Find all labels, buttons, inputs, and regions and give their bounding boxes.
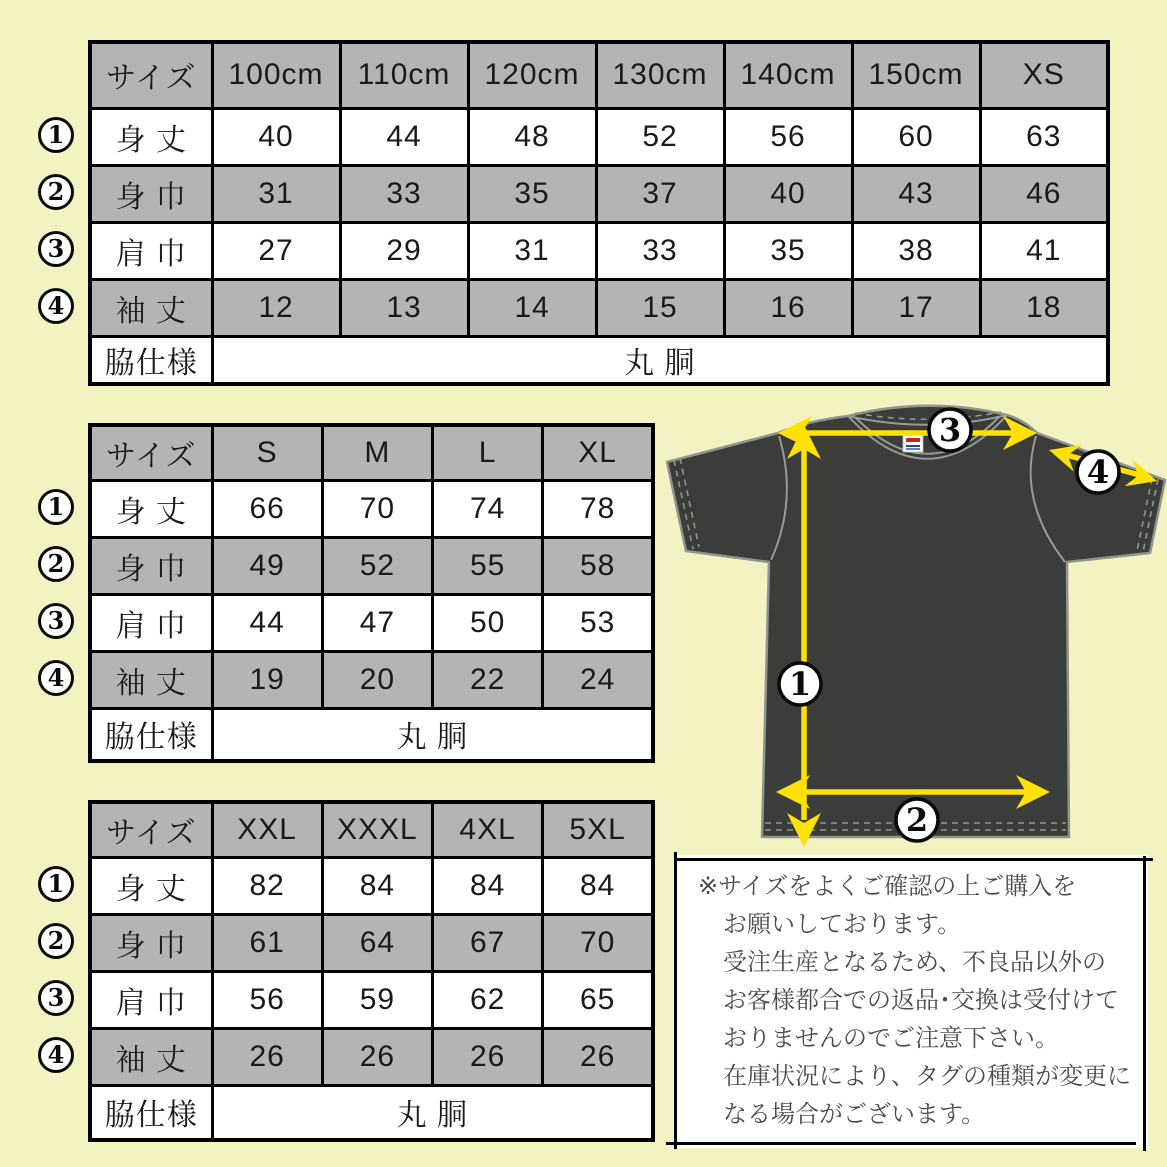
measure-row (90, 651, 653, 708)
measure-value: 37 (596, 165, 724, 222)
measure-value: 84 (433, 857, 543, 914)
measure-value: 66 (212, 480, 322, 537)
measure-value: 18 (980, 279, 1108, 336)
measure-value: 50 (433, 594, 543, 651)
measure-label: 身 丈 (90, 108, 212, 165)
measure-value: 35 (468, 165, 596, 222)
row-marker-1: 1 (38, 866, 74, 902)
measure-value: 40 (724, 165, 852, 222)
note-line-3: 受注生産となるため、不良品以外の (723, 949, 1107, 976)
measure-row (90, 279, 1108, 336)
measure-value: 15 (596, 279, 724, 336)
measure-label: 身 巾 (90, 914, 212, 971)
measure-value: 27 (212, 222, 340, 279)
measure-value: 84 (322, 857, 432, 914)
measure-value: 46 (980, 165, 1108, 222)
measure-value: 35 (724, 222, 852, 279)
note-line-6: 在庫状況により、タグの種類が変更に (723, 1063, 1131, 1090)
purchase-note-box (674, 855, 1148, 1148)
measure-value: 65 (543, 971, 653, 1028)
note-line-2: お願いしております。 (723, 911, 962, 938)
row-marker-1: 1 (38, 489, 74, 525)
size-column-header: L (433, 425, 543, 480)
diagram-marker-body-width: 2 (905, 801, 929, 839)
size-column-header: XS (980, 42, 1108, 108)
row-marker-1: 1 (38, 117, 74, 153)
size-column-header: XL (543, 425, 653, 480)
diagram-marker-shoulder-width: 3 (938, 411, 962, 449)
size-column-header: 4XL (433, 802, 543, 857)
measure-value: 70 (322, 480, 432, 537)
measure-value: 67 (433, 914, 543, 971)
measure-value: 53 (543, 594, 653, 651)
measure-value: 33 (596, 222, 724, 279)
measure-value: 56 (724, 108, 852, 165)
size-header-label: サイズ (90, 42, 212, 108)
measure-value: 78 (543, 480, 653, 537)
measure-value: 62 (433, 971, 543, 1028)
measure-value: 16 (724, 279, 852, 336)
measure-value: 48 (468, 108, 596, 165)
measure-label: 身 巾 (90, 537, 212, 594)
side-spec-label: 脇仕様 (90, 336, 212, 384)
measure-label: 身 巾 (90, 165, 212, 222)
side-spec-value: 丸 胴 (212, 708, 653, 761)
measure-value: 82 (212, 857, 322, 914)
measure-label: 袖 丈 (90, 279, 212, 336)
size-column-header: 130cm (596, 42, 724, 108)
measure-value: 63 (980, 108, 1108, 165)
row-marker-4: 4 (38, 288, 74, 324)
measure-value: 70 (543, 914, 653, 971)
measure-value: 22 (433, 651, 543, 708)
measure-label: 肩 巾 (90, 971, 212, 1028)
size-header-label: サイズ (90, 802, 212, 857)
diagram-marker-body-length: 1 (788, 665, 812, 703)
measure-label: 身 丈 (90, 857, 212, 914)
row-marker-3: 3 (38, 980, 74, 1016)
row-marker-3: 3 (38, 231, 74, 267)
measure-value: 52 (596, 108, 724, 165)
measure-value: 29 (340, 222, 468, 279)
measure-value: 64 (322, 914, 432, 971)
side-spec-label: 脇仕様 (90, 708, 212, 761)
row-marker-3: 3 (38, 603, 74, 639)
measure-value: 40 (212, 108, 340, 165)
measure-value: 44 (212, 594, 322, 651)
measure-value: 59 (322, 971, 432, 1028)
measure-value: 26 (543, 1028, 653, 1085)
measure-label: 身 丈 (90, 480, 212, 537)
size-table-section-kids (47, 40, 1110, 386)
size-column-header: 110cm (340, 42, 468, 108)
size-table-xxl-to-5xl (88, 800, 655, 1142)
measure-value: 31 (468, 222, 596, 279)
size-column-header: 120cm (468, 42, 596, 108)
measure-row (90, 594, 653, 651)
measure-value: 43 (852, 165, 980, 222)
measure-label: 袖 丈 (90, 1028, 212, 1085)
measure-value: 84 (543, 857, 653, 914)
measure-value: 26 (212, 1028, 322, 1085)
note-frame-right (1143, 856, 1146, 1151)
measure-value: 58 (543, 537, 653, 594)
size-column-header: XXXL (322, 802, 432, 857)
measure-value: 19 (212, 651, 322, 708)
size-table-kids-to-xs (88, 40, 1110, 386)
measure-value: 49 (212, 537, 322, 594)
measure-label: 肩 巾 (90, 594, 212, 651)
side-spec-value: 丸 胴 (212, 1085, 653, 1140)
measure-value: 56 (212, 971, 322, 1028)
measure-row (90, 222, 1108, 279)
measure-value: 26 (322, 1028, 432, 1085)
note-line-4: お客様都合での返品･交換は受付けて (723, 987, 1119, 1014)
tshirt-measure-diagram (665, 400, 1167, 860)
measure-row (90, 914, 653, 971)
measure-value: 26 (433, 1028, 543, 1085)
measure-value: 52 (322, 537, 432, 594)
measure-value: 74 (433, 480, 543, 537)
row-marker-4: 4 (38, 660, 74, 696)
measure-row (90, 108, 1108, 165)
measure-label: 肩 巾 (90, 222, 212, 279)
note-line-7: なる場合がございます。 (723, 1101, 986, 1128)
size-column-header: XXL (212, 802, 322, 857)
measure-value: 61 (212, 914, 322, 971)
measure-row (90, 480, 653, 537)
size-column-header: 140cm (724, 42, 852, 108)
measure-value: 55 (433, 537, 543, 594)
measure-value: 14 (468, 279, 596, 336)
measure-value: 24 (543, 651, 653, 708)
measure-value: 17 (852, 279, 980, 336)
size-header-label: サイズ (90, 425, 212, 480)
row-marker-2: 2 (38, 923, 74, 959)
note-line-1: ※サイズをよくご確認の上ご購入を (698, 873, 1077, 900)
measure-value: 33 (340, 165, 468, 222)
side-spec-label: 脇仕様 (90, 1085, 212, 1140)
measure-label: 袖 丈 (90, 651, 212, 708)
measure-row (90, 971, 653, 1028)
measure-row (90, 165, 1108, 222)
note-frame-left (674, 852, 677, 1149)
size-column-header: S (212, 425, 322, 480)
side-spec-value: 丸 胴 (212, 336, 1108, 384)
row-marker-2: 2 (38, 546, 74, 582)
size-column-header: 100cm (212, 42, 340, 108)
measure-row (90, 537, 653, 594)
measure-value: 47 (322, 594, 432, 651)
size-column-header: M (322, 425, 432, 480)
row-marker-2: 2 (38, 174, 74, 210)
size-table-s-to-xl (88, 423, 655, 763)
size-column-header: 150cm (852, 42, 980, 108)
note-frame-bottom (666, 1142, 1136, 1145)
diagram-marker-sleeve-length: 4 (1086, 453, 1110, 491)
measure-row (90, 857, 653, 914)
size-table-section-adult (47, 423, 655, 763)
measure-value: 41 (980, 222, 1108, 279)
size-column-header: 5XL (543, 802, 653, 857)
size-table-section-big (47, 800, 655, 1142)
row-marker-4: 4 (38, 1037, 74, 1073)
note-line-5: おりませんのでご注意下さい。 (723, 1025, 1059, 1052)
measure-row (90, 1028, 653, 1085)
measure-value: 12 (212, 279, 340, 336)
measure-value: 44 (340, 108, 468, 165)
note-frame-top (677, 858, 1153, 861)
measure-value: 38 (852, 222, 980, 279)
measure-value: 13 (340, 279, 468, 336)
measure-value: 20 (322, 651, 432, 708)
measure-value: 31 (212, 165, 340, 222)
brand-tag (903, 434, 923, 452)
measure-value: 60 (852, 108, 980, 165)
